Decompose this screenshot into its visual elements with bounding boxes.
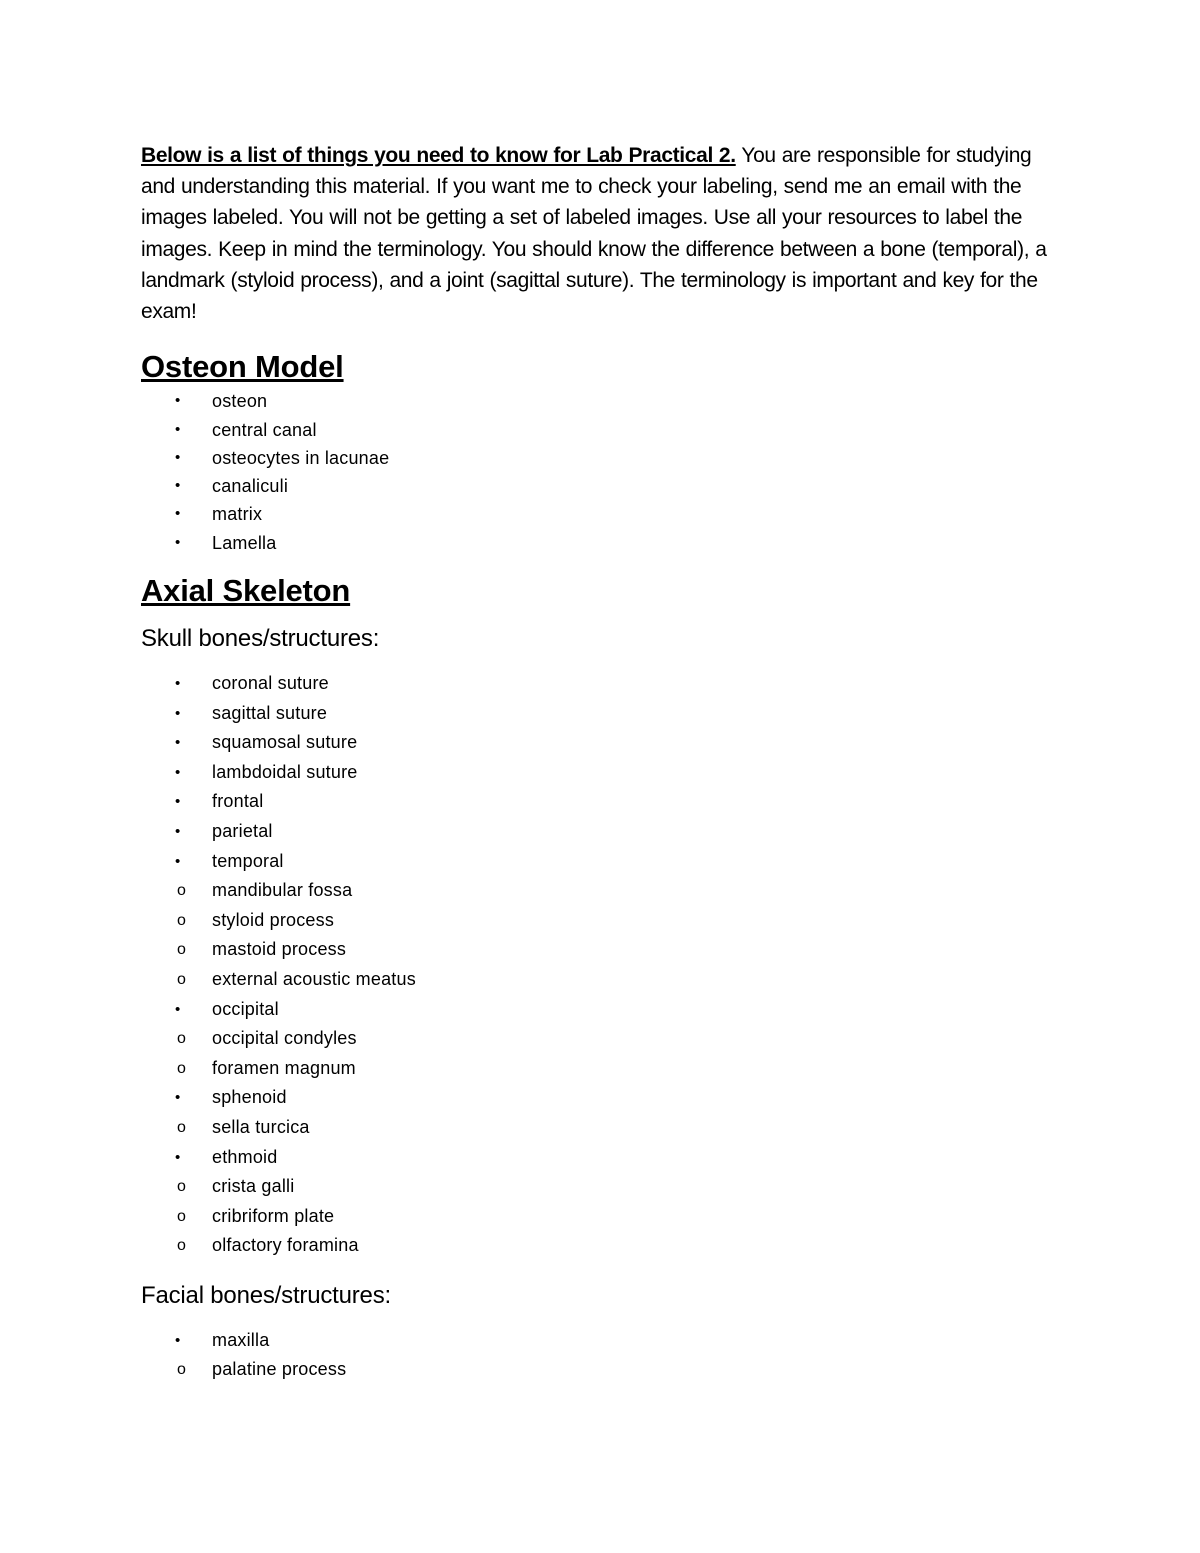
list-item-label: ethmoid bbox=[212, 1146, 278, 1167]
list-item bbox=[141, 416, 1061, 444]
list-item bbox=[141, 787, 1061, 817]
intro-paragraph bbox=[141, 140, 1061, 327]
sub-list-item bbox=[70, 1113, 1061, 1143]
osteon-list bbox=[141, 387, 1061, 557]
list-item-label: coronal suture bbox=[212, 673, 329, 693]
bullet-icon: • bbox=[175, 533, 181, 551]
list-item bbox=[141, 500, 1061, 528]
bullet-icon: • bbox=[175, 477, 181, 495]
list-item bbox=[141, 728, 1061, 758]
list-item bbox=[141, 1326, 1061, 1356]
sub-list-item-label: mastoid process bbox=[212, 939, 347, 960]
list-item-label: parietal bbox=[212, 820, 273, 841]
circle-bullet-icon: o bbox=[177, 970, 187, 988]
sub-list bbox=[141, 1355, 1061, 1385]
sub-list-item bbox=[70, 1024, 1061, 1054]
sub-list-item-label: olfactory foramina bbox=[212, 1235, 359, 1256]
bullet-icon: • bbox=[175, 448, 181, 466]
sub-list-item bbox=[70, 965, 1061, 995]
bullet-icon: • bbox=[175, 392, 181, 410]
circle-bullet-icon: o bbox=[177, 1118, 187, 1136]
list-item-label: frontal bbox=[212, 791, 264, 812]
sub-list-item-label: sella turcica bbox=[212, 1116, 310, 1137]
sub-list-item-label: palatine process bbox=[212, 1359, 347, 1380]
sub-list bbox=[141, 876, 1061, 994]
bullet-icon: • bbox=[175, 793, 181, 811]
bullet-icon: • bbox=[175, 852, 181, 870]
bullet-icon: • bbox=[175, 420, 181, 438]
sub-list-item-label: foramen magnum bbox=[212, 1057, 356, 1078]
list-item bbox=[141, 444, 1061, 472]
list-item-label: osteocytes in lacunae bbox=[212, 447, 390, 468]
bullet-icon: • bbox=[175, 704, 181, 722]
list-item-label: matrix bbox=[212, 504, 263, 525]
bullet-icon: • bbox=[175, 1000, 181, 1018]
list-item bbox=[141, 1083, 1061, 1113]
list-item-label: temporal bbox=[212, 850, 284, 871]
circle-bullet-icon: o bbox=[177, 1030, 187, 1048]
list-item-label: Lamella bbox=[212, 532, 277, 553]
list-item-label: squamosal suture bbox=[212, 732, 358, 753]
list-item bbox=[141, 847, 1061, 877]
sub-list-item bbox=[70, 1355, 1061, 1385]
list-item bbox=[141, 529, 1061, 557]
circle-bullet-icon: o bbox=[177, 1059, 187, 1077]
circle-bullet-icon: o bbox=[177, 1178, 187, 1196]
sub-list-item-label: cribriform plate bbox=[212, 1205, 335, 1226]
list-item bbox=[141, 758, 1061, 788]
sub-list-item bbox=[70, 1172, 1061, 1202]
intro-body: You are responsible for studying and understanding this material. If you want me to check your labeling, send me an email with the images labeled. You will not be getting a set of labeled images. Use all your resources to label the images. Keep in mind the terminology. You should know the difference between a bone (temporal), a landmark (styloid process), and a joint (sagittal suture). The terminology is important and key for the exam! bbox=[141, 144, 1047, 324]
skull-list bbox=[141, 669, 1061, 1261]
axial-skeleton-heading: Axial Skeleton bbox=[141, 573, 351, 608]
sub-list bbox=[141, 1113, 1061, 1143]
sub-list-item bbox=[70, 876, 1061, 906]
sub-list-item-label: occipital condyles bbox=[212, 1028, 357, 1049]
osteon-model-heading: Osteon Model bbox=[141, 349, 344, 385]
sub-list bbox=[141, 1172, 1061, 1261]
list-item bbox=[141, 699, 1061, 729]
sub-list-item-label: crista galli bbox=[212, 1176, 295, 1197]
sub-list-item bbox=[70, 1054, 1061, 1084]
sub-list bbox=[141, 1024, 1061, 1083]
list-item bbox=[141, 387, 1061, 415]
circle-bullet-icon: o bbox=[177, 882, 187, 900]
sub-list-item-label: mandibular fossa bbox=[212, 880, 353, 901]
intro-lead: Below is a list of things you need to know for Lab Practical 2. bbox=[141, 144, 736, 167]
facial-heading: Facial bones/structures: bbox=[141, 1281, 391, 1309]
list-item-label: osteon bbox=[212, 391, 268, 412]
list-item bbox=[141, 995, 1061, 1025]
list-item-label: central canal bbox=[212, 419, 317, 440]
bullet-icon: • bbox=[175, 1331, 181, 1349]
circle-bullet-icon: o bbox=[177, 1237, 187, 1255]
sub-list-item bbox=[70, 935, 1061, 965]
bullet-icon: • bbox=[175, 675, 181, 692]
list-item-label: sagittal suture bbox=[212, 702, 328, 723]
bullet-icon: • bbox=[175, 763, 181, 781]
sub-list-item-label: styloid process bbox=[212, 909, 335, 930]
circle-bullet-icon: o bbox=[177, 941, 187, 959]
list-item-label: maxilla bbox=[212, 1329, 270, 1350]
skull-heading: Skull bones/structures: bbox=[141, 625, 380, 652]
list-item-label: canaliculi bbox=[212, 476, 289, 497]
bullet-icon: • bbox=[175, 1148, 181, 1166]
list-item bbox=[141, 472, 1061, 500]
sub-list-item-label: external acoustic meatus bbox=[212, 968, 416, 989]
bullet-icon: • bbox=[175, 505, 181, 523]
list-item bbox=[141, 669, 1061, 699]
sub-list-item bbox=[70, 1202, 1061, 1232]
document-page bbox=[141, 140, 1061, 1385]
list-item bbox=[141, 1143, 1061, 1173]
list-item bbox=[141, 817, 1061, 847]
facial-list bbox=[141, 1326, 1061, 1385]
circle-bullet-icon: o bbox=[177, 911, 187, 929]
bullet-icon: • bbox=[175, 1089, 181, 1107]
sub-list-item bbox=[70, 1231, 1061, 1261]
list-item-label: lambdoidal suture bbox=[212, 761, 358, 782]
sub-list-item bbox=[70, 906, 1061, 936]
bullet-icon: • bbox=[175, 734, 181, 752]
circle-bullet-icon: o bbox=[177, 1361, 187, 1379]
list-item-label: sphenoid bbox=[212, 1087, 287, 1108]
bullet-icon: • bbox=[175, 822, 181, 840]
list-item-label: occipital bbox=[212, 998, 279, 1019]
circle-bullet-icon: o bbox=[177, 1207, 187, 1225]
